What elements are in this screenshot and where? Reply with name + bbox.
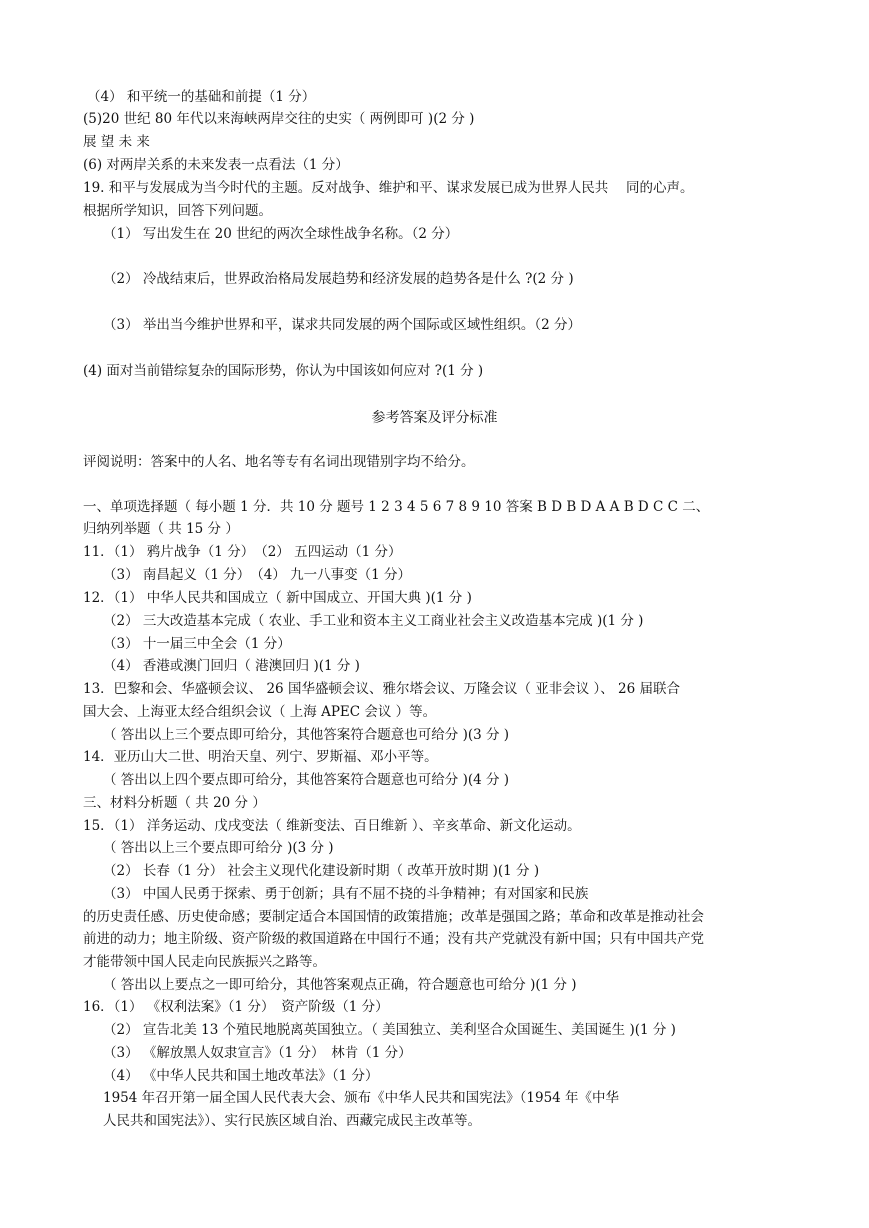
text-line: （4） 《中华人民共和国土地改革法》（1 分） xyxy=(103,1068,379,1084)
text-line: （ 答出以上三个要点即可给分 )(3 分 ) xyxy=(103,840,334,856)
text-line: （2） 冷战结束后，世界政治格局发展趋势和经济发展的趋势各是什么 ?(2 分 ) xyxy=(103,271,574,287)
text-line: （3） 南昌起义（1 分） （4） 九一八事变（1 分） xyxy=(103,567,412,583)
text-line: 的历史责任感、历史使命感；要制定适合本国国情的政策措施；改革是强国之路；革命和改革是推动社会 xyxy=(83,909,704,925)
text-line: 人民共和国宪法》）、实行民族区域自治、西藏完成民主改革等。 xyxy=(103,1113,481,1129)
text-line: 国大会、上海亚太经合组织会议（ 上海 APEC 会议 ）等。 xyxy=(83,704,437,720)
text-line: 展 望 未 来 xyxy=(83,134,150,150)
grading-note: 评阅说明：答案中的人名、地名等专有名词出现错别字均不给分。 xyxy=(83,454,475,470)
text-line: （3） 十一届三中全会（1 分） xyxy=(103,636,291,652)
question-19: 19. 和平与发展成为当今时代的主题。反对战争、维护和平、谋求发展已成为世界人民共 同的心声。 xyxy=(83,180,694,196)
text-line: 前进的动力；地主阶级、资产阶级的救国道路在中国行不通；没有共产党就没有新中国；只有中国共产党 xyxy=(83,931,704,947)
section-heading: 三、材料分析题（ 共 20 分 ） xyxy=(83,795,266,811)
text-line: （3） 举出当今维护世界和平，谋求共同发展的两个国际或区域性组织。（2 分） xyxy=(103,317,582,333)
answer-14: 14．亚历山大二世、明治天皇、列宁、罗斯福、邓小平等。 xyxy=(83,749,438,765)
text-line: （1） 写出发生在 20 世纪的两次全球性战争名称。（2 分） xyxy=(103,226,459,242)
text-line: (5)20 世纪 80 年代以来海峡两岸交往的史实（ 两例即可 )(2 分 ) xyxy=(83,111,475,127)
text-line: 才能带领中国人民走向民族振兴之路等。 xyxy=(83,954,326,970)
text-line: （ 答出以上四个要点即可给分，其他答案符合题意也可给分 )(4 分 ) xyxy=(103,772,510,788)
answer-12: 12．（1） 中华人民共和国成立（ 新中国成立、开国大典 )(1 分 ) xyxy=(83,590,472,606)
text-line: 1954 年召开第一届全国人民代表大会、颁布《中华人民共和国宪法》（1954 年《中华 xyxy=(103,1090,620,1106)
text-line: （ 答出以上三个要点即可给分，其他答案符合题意也可给分 )(3 分 ) xyxy=(103,727,510,743)
text-line: （3） 中国人民勇于探索、勇于创新；具有不屈不挠的斗争精神；有对国家和民族 xyxy=(103,886,589,902)
answer-15: 15．（1） 洋务运动、戊戌变法（ 维新变法、百日维新 ）、辛亥革命、新文化运动。 xyxy=(83,818,581,834)
answer-key-title: 参考答案及评分标准 xyxy=(371,410,498,426)
text-line: （2） 三大改造基本完成（ 农业、手工业和资本主义工商业社会主义改造基本完成 )(1 分 ) xyxy=(103,613,644,629)
text-line: 根据所学知识，回答下列问题。 xyxy=(83,203,272,219)
text-line: (4) 面对当前错综复杂的国际形势，你认为中国该如何应对 ?(1 分 ) xyxy=(83,363,484,379)
text-line: （4） 和平统一的基础和前提（1 分） xyxy=(87,89,316,105)
text-line: 归纳列举题（ 共 15 分 ） xyxy=(83,521,239,537)
text-line: （3） 《解放黑人奴隶宣言》（1 分） 林肯（1 分） xyxy=(103,1045,412,1061)
text-line: （2） 宣告北美 13 个殖民地脱离英国独立。（ 美国独立、美利坚合众国诞生、美国诞生 )(1 分 ) xyxy=(103,1022,676,1038)
answer-13: 13．巴黎和会、华盛顿会议、 26 国华盛顿会议、雅尔塔会议、万隆会议（ 亚非会议 ）、 26 届联合 xyxy=(83,681,681,697)
text-line: （4） 香港或澳门回归（ 港澳回归 )(1 分 ) xyxy=(103,658,360,674)
text-line: 一、单项选择题（ 每小题 1 分．共 10 分 题号 1 2 3 4 5 6 7 8 9 10 答案 B D B D A A B D C C 二、 xyxy=(83,499,710,515)
text-line: （2） 长春（1 分） 社会主义现代化建设新时期（ 改革开放时期 )(1 分 ) xyxy=(103,863,540,879)
answer-11: 11．（1） 鸦片战争（1 分） （2） 五四运动（1 分） xyxy=(83,544,402,560)
text-line: (6) 对两岸关系的未来发表一点看法（1 分） xyxy=(83,157,349,173)
text-line: （ 答出以上要点之一即可给分，其他答案观点正确，符合题意也可给分 )(1 分 ) xyxy=(103,977,577,993)
answer-16: 16．（1） 《权利法案》（1 分） 资产阶级（1 分） xyxy=(83,999,389,1015)
